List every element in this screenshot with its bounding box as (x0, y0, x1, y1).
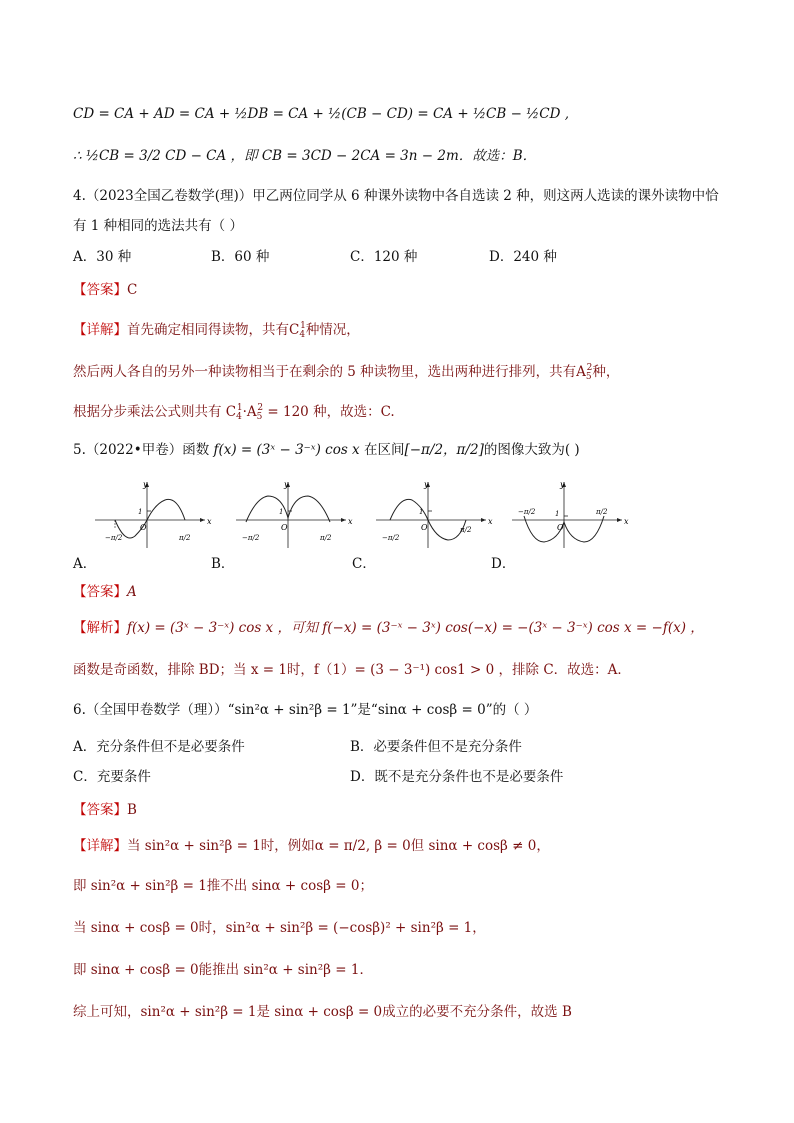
graph-c-tick-one: 1 (419, 508, 424, 516)
q4-detail-text-2b: 种， (592, 364, 620, 380)
q6-detail-line-1 (73, 836, 754, 856)
graph-a-y-label: y (143, 480, 148, 489)
q4-detail-line-3: 根据分步乘法公式则共有 $C_4^1\cdot A_5^2 = 120$ 种，故选：C. (73, 403, 395, 422)
q4-answer-line (73, 280, 754, 300)
q5-option-b: B． (211, 556, 235, 572)
graph-b-y-label: y (284, 480, 289, 489)
graph-d-x-label: x (624, 517, 629, 526)
q4-detail-text-1b: 种情况， (305, 322, 360, 338)
q6-detail-text-1: 当 sin²α + sin²β = 1时，例如α = π/2, β = 0但 sinα + cosβ ≠ 0， (127, 838, 550, 854)
graph-a-origin: O (140, 523, 147, 532)
q6-option-b: B．必要条件但不是充分条件 (350, 739, 522, 755)
q6-answer-line (73, 800, 754, 820)
q4-detail-text-3b: = 120 种，故选：C. (267, 404, 395, 420)
graph-c-tick-left: −π/2 (382, 534, 400, 542)
graph-d-y-label: y (560, 480, 565, 489)
q5-analysis-tag: 【解析】 (73, 620, 127, 636)
q6-option-d: D．既不是充分条件也不是必要条件 (350, 769, 564, 785)
q6-option-a: A．充分条件但不是必要条件 (73, 739, 245, 755)
q5-answer-line (73, 582, 754, 602)
graph-b-x-label: x (348, 517, 353, 526)
q5-analysis-text-2: 函数是奇函数，排除 BD；当 x = 1时，f（1）= (3 − 3⁻¹) cos1 > 0 ，排除 C．故选：A． (73, 662, 631, 678)
graph-a-x-label: x (207, 517, 212, 526)
q4-detail-line-2: 然后两人各自的另外一种读物相当于在剩余的 5 种读物里，选出两种进行排列，共有$A_5^2$种， (73, 363, 620, 382)
graph-c-x-label: x (488, 517, 493, 526)
q6-detail-line-2: 即 sin²α + sin²β = 1推不出 sinα + cosβ = 0； (73, 878, 373, 894)
graph-a-tick-right: π/2 (179, 534, 191, 542)
q5-stem-suffix: 的图像大致为( ) (483, 442, 580, 458)
q4-option-b: B．60 种 (211, 249, 270, 265)
q5-graph-d (512, 478, 632, 554)
q4-detail-text-1: 首先确定相同得读物，共有 (127, 322, 289, 338)
q4-answer-tag: 【答案】 (73, 282, 127, 298)
graph-c-origin: O (421, 523, 428, 532)
q5-option-c: C． (352, 556, 376, 572)
q6-detail-tag: 【详解】 (73, 838, 127, 854)
vector-derivation-line-2: ∴ ½CB = 3/2 CD − CA ，即 CB = 3CD − 2CA = 3n − 2m．故选：B． (73, 148, 537, 164)
q4-option-c: C．120 种 (350, 249, 418, 265)
q4-option-d: D．240 种 (489, 249, 557, 265)
q5-answer-value: A (127, 584, 137, 600)
q5-stem-prefix: 5.（2022•甲卷）函数 (73, 442, 210, 458)
q4-detail-tag: 【详解】 (73, 322, 127, 338)
q6-option-c: C．充要条件 (73, 769, 151, 785)
q5-answer-tag: 【答案】 (73, 584, 127, 600)
graph-b-tick-right: π/2 (320, 534, 332, 542)
graph-d-origin: O (557, 523, 564, 532)
q5-analysis-line-1 (73, 618, 754, 638)
graph-a-tick-left: −π/2 (105, 534, 123, 542)
graph-c-tick-right: π/2 (460, 526, 472, 534)
q5-option-d: D． (491, 556, 516, 572)
graph-d-tick-one: 1 (555, 510, 560, 518)
q6-answer-value: B (127, 802, 137, 818)
q6-detail-line-5: 综上可知，sin²α + sin²β = 1是 sinα + cosβ = 0成立的必要不充分条件，故选 B (73, 1004, 572, 1020)
graph-b-tick-left: −π/2 (242, 534, 260, 542)
q4-detail-text-2: 然后两人各自的另外一种读物相当于在剩余的 5 种读物里，选出两种进行排列，共有 (73, 364, 577, 380)
q5-graph-a (95, 478, 215, 554)
q4-answer-value: C (127, 282, 138, 298)
vector-derivation-line-1: CD = CA + AD = CA + ½DB = CA + ½(CB − CD) = CA + ½CB − ½CD , (73, 106, 569, 122)
q5-analysis-line-2 (73, 660, 754, 680)
graph-d-tick-right: π/2 (596, 508, 608, 516)
q6-detail-line-3: 当 sinα + cosβ = 0时，sin²α + sin²β = (−cosβ)² + sin²β = 1， (73, 920, 486, 936)
q5-stem-interval: [−π/2，π/2] (404, 442, 484, 458)
q4-stem-line-1: 4.（2023全国乙卷数学(理)）甲乙两位同学从 6 种课外读物中各自选读 2 种，则这两人选读的课外读物中恰 (73, 188, 719, 204)
q5-analysis-text-1: f(x) = (3ˣ − 3⁻ˣ) cos x ，可知 f(−x) = (3⁻ˣ − 3ˣ) cos(−x) = −(3ˣ − 3⁻ˣ) cos x = −f(x) ， (127, 620, 704, 636)
q5-stem-function: f(x) = (3ˣ − 3⁻ˣ) cos x (213, 442, 360, 458)
q4-option-a: A．30 种 (73, 249, 132, 265)
q5-graph-b (236, 478, 356, 554)
q5-option-a: A． (73, 556, 97, 572)
q5-stem (73, 440, 754, 460)
q6-answer-tag: 【答案】 (73, 802, 127, 818)
graph-c-y-label: y (424, 480, 429, 489)
graph-d-tick-left: −π/2 (518, 508, 536, 516)
graph-b-origin: O (281, 523, 288, 532)
q4-detail-text-3: 根据分步乘法公式则共有 (73, 404, 222, 420)
q5-graph-c (376, 478, 496, 554)
q5-stem-mid: 在区间 (363, 442, 405, 458)
q6-stem: 6.（全国甲卷数学（理））“sin²α + sin²β = 1”是“sinα + cosβ = 0”的（ ） (73, 702, 538, 718)
graph-b-tick-one: 1 (279, 508, 284, 516)
graph-a-tick-one: 1 (138, 508, 143, 516)
q4-stem-line-2: 有 1 种相同的选法共有（ ） (73, 218, 243, 234)
q6-detail-line-4: 即 sinα + cosβ = 0能推出 sin²α + sin²β = 1． (73, 962, 373, 978)
q4-detail-line-1: 【详解】首先确定相同得读物，共有$C_4^1$种情况， (73, 321, 360, 340)
